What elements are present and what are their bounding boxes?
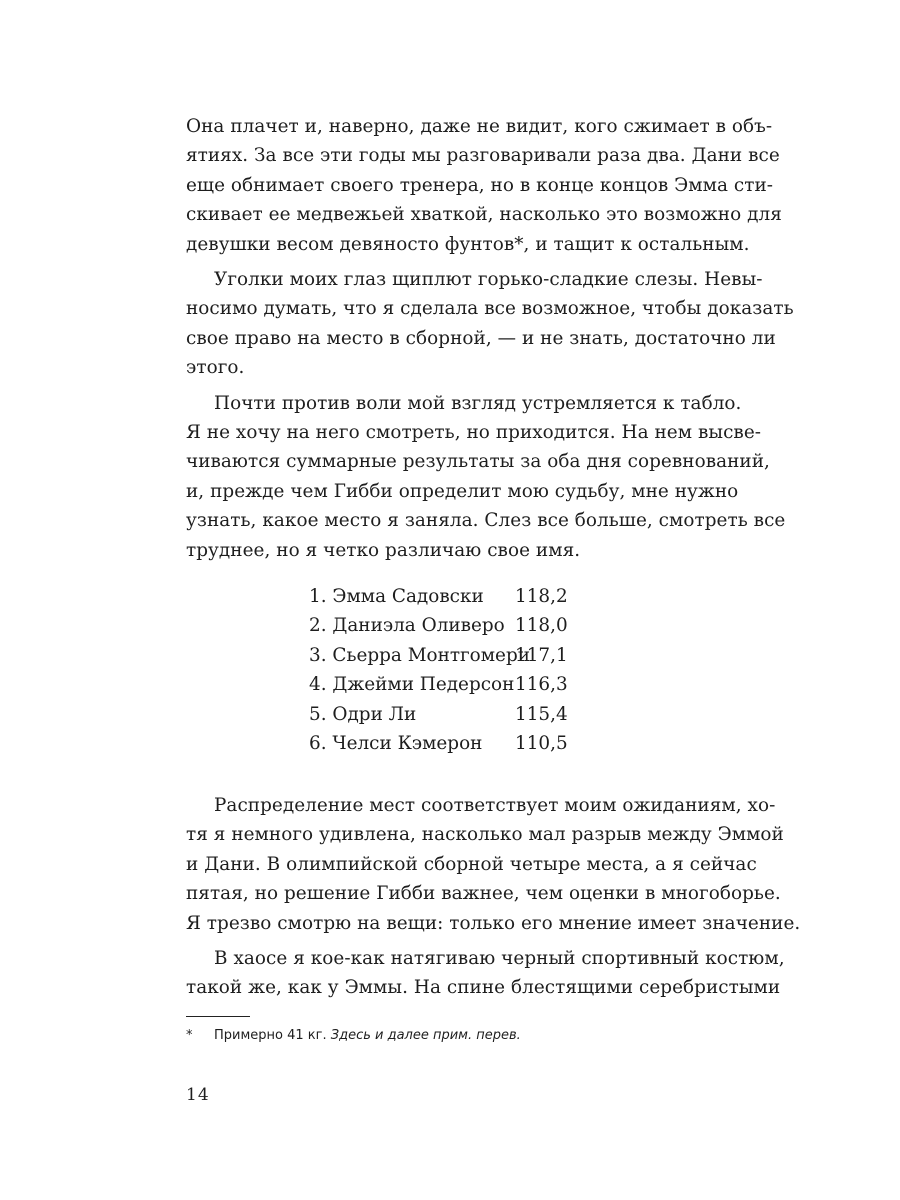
result-row (309, 700, 609, 729)
result-score: 110,5 (515, 732, 568, 754)
paragraph (186, 265, 794, 383)
paragraph (186, 112, 782, 259)
footnote-rule (186, 1016, 250, 1017)
text-line: пятая, но решение Гибби важнее, чем оценки в многоборье. (186, 883, 781, 905)
page-number: 14 (186, 1085, 210, 1105)
result-name: 2. Даниэла Оливеро (309, 615, 505, 637)
text-line: труднее, но я четко различаю свое имя. (186, 539, 581, 561)
footnote-mark: * (186, 1028, 193, 1043)
text-line: скивает ее медвежьей хваткой, насколько это возможно для (186, 204, 782, 226)
result-name: 4. Джейми Педерсон (309, 674, 515, 696)
result-score: 117,1 (515, 644, 568, 666)
result-name: 3. Сьерра Монтгомери (309, 644, 530, 666)
result-name: 5. Одри Ли (309, 703, 417, 725)
text-line: Я трезво смотрю на вещи: только его мнение имеет значение. (186, 912, 801, 934)
result-score: 116,3 (515, 674, 568, 696)
text-line: и Дани. В олимпийской сборной четыре места, а я сейчас (186, 853, 757, 875)
body-text-bottom (186, 791, 801, 1009)
text-line: тя я немного удивлена, насколько мал разрыв между Эммой (186, 824, 784, 846)
result-score: 118,2 (515, 586, 568, 607)
text-line: Почти против воли мой взгляд устремляется к табло. (214, 392, 742, 414)
paragraph (186, 389, 786, 565)
footnote-body (214, 1027, 521, 1045)
text-line: такой же, как у Эммы. На спине блестящими серебристыми (186, 977, 781, 999)
results-table (309, 582, 609, 758)
text-line: Уголки моих глаз щиплют горько-сладкие слезы. Невы- (214, 269, 763, 291)
footnote-italic-text: Здесь и далее прим. перев. (330, 1028, 521, 1043)
text-line: узнать, какое место я заняла. Слез все больше, смотреть все (186, 510, 786, 532)
text-line: свое право на место в сборной, — и не знать, достаточно ли (186, 327, 776, 349)
result-row (309, 641, 609, 670)
text-line: В хаосе я кое-как натягиваю черный спортивный костюм, (214, 948, 785, 970)
text-line: Она плачет и, наверно, даже не видит, кого сжимает в объ- (186, 116, 773, 137)
text-line: еще обнимает своего тренера, но в конце концов Эмма сти- (186, 174, 774, 196)
text-line: этого. (186, 357, 245, 379)
paragraph (186, 791, 801, 938)
paragraph (186, 944, 785, 1003)
text-line: чиваются суммарные результаты за оба дня соревнований, (186, 451, 770, 473)
result-name: 6. Челси Кэмерон (309, 732, 483, 754)
text-line: Я не хочу на него смотреть, но приходится. На нем высве- (186, 422, 762, 444)
text-line: девушки весом девяносто фунтов*, и тащит к остальным. (186, 233, 750, 255)
text-line: носимо думать, что я сделала все возможное, чтобы доказать (186, 298, 794, 320)
footnote-text: Примерно 41 кг. (214, 1028, 331, 1043)
result-score: 118,0 (515, 615, 568, 637)
body-text-top (186, 112, 794, 571)
result-row (309, 582, 609, 611)
result-row (309, 611, 609, 640)
result-row (309, 670, 609, 699)
text-line: и, прежде чем Гибби определит мою судьбу, мне нужно (186, 480, 739, 502)
result-row (309, 729, 609, 758)
result-score: 115,4 (515, 703, 568, 725)
text-line: ятиях. За все эти годы мы разговаривали раза два. Дани все (186, 145, 780, 167)
result-name: 1. Эмма Садовски (309, 586, 484, 607)
text-line: Распределение мест соответствует моим ожиданиям, хо- (214, 795, 776, 816)
